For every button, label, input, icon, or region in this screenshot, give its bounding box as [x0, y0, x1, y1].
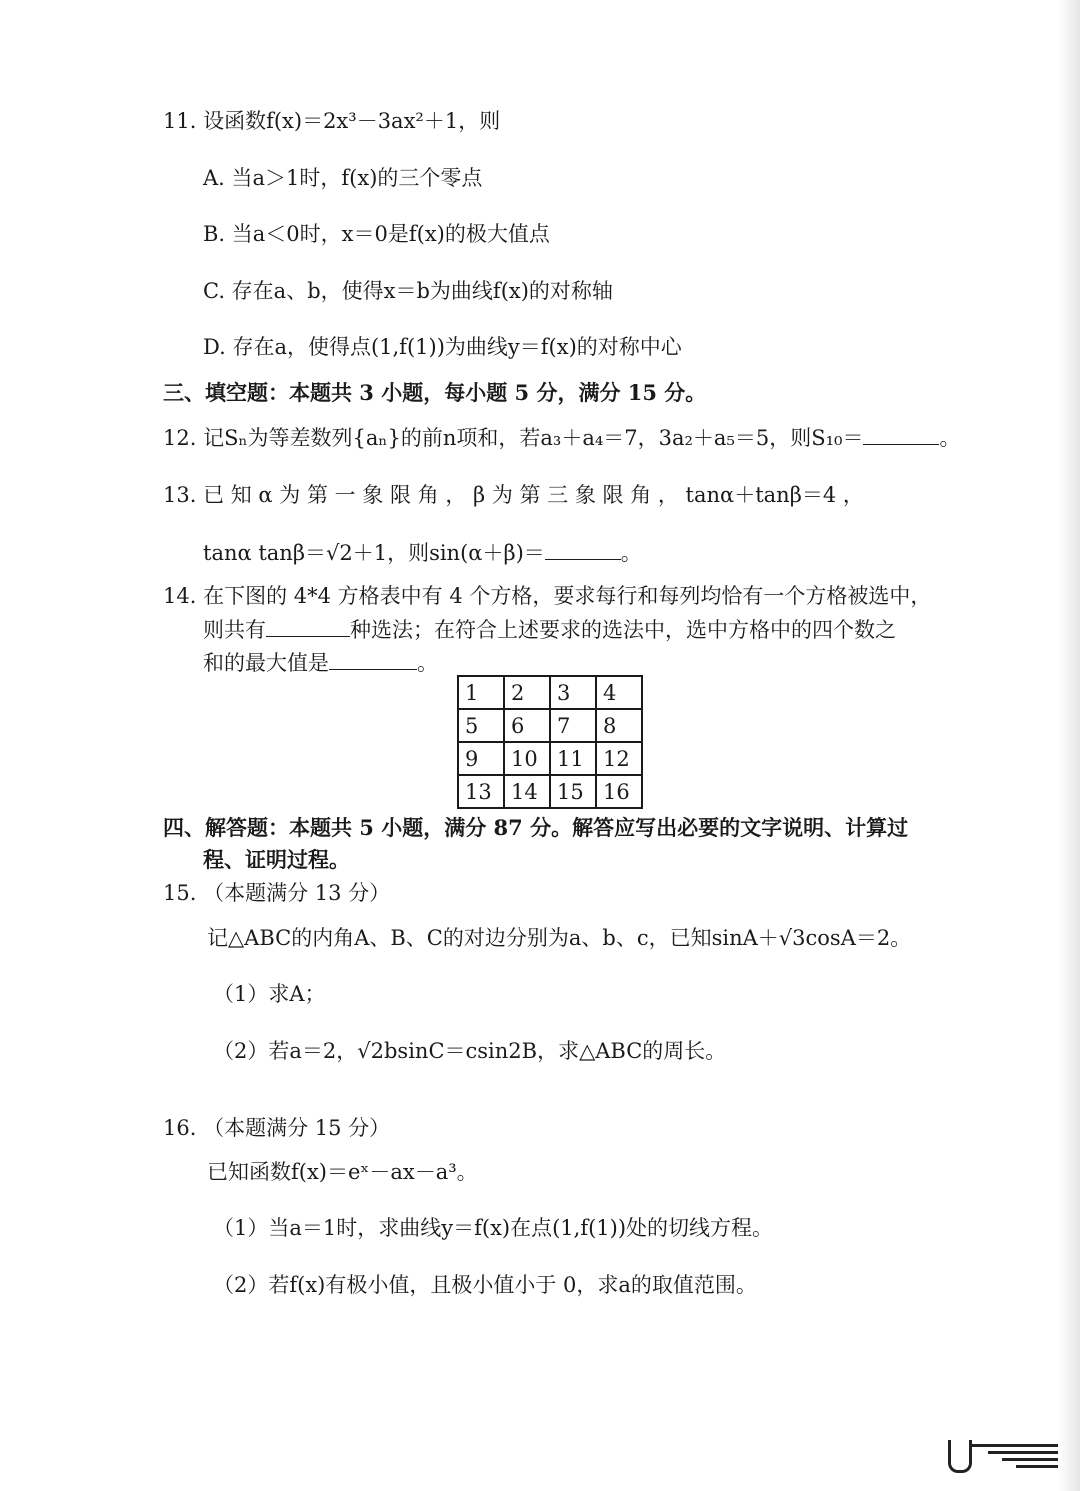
- q13-end: 。: [620, 541, 642, 565]
- q12-line: [163, 422, 960, 453]
- q14-line3-start: 和的最大值是: [203, 651, 329, 675]
- grid-cell: 11: [550, 742, 596, 775]
- grid-row: [458, 775, 642, 808]
- q11-option-d: D. 存在a，使得点(1,f(1))为曲线y＝f(x)的对称中心: [203, 335, 682, 359]
- menu-icon-pill: [948, 1440, 972, 1473]
- menu-icon-bar: [1002, 1458, 1058, 1461]
- q11-option-b: B. 当a＜0时，x＝0是f(x)的极大值点: [203, 222, 550, 246]
- q15-part1: （1）求A；: [213, 982, 326, 1006]
- menu-icon-bar: [1016, 1465, 1058, 1468]
- grid-cell: 15: [550, 775, 596, 808]
- grid-cell: 4: [596, 676, 642, 709]
- q14-line2-end: 种选法；在符合上述要求的选法中，选中方格中的四个数之: [350, 618, 896, 642]
- q11-option-a: A. 当a＞1时，f(x)的三个零点: [203, 166, 483, 190]
- grid-cell: 12: [596, 742, 642, 775]
- section-4-heading-line2: 程、证明过程。: [203, 847, 350, 872]
- q15-stem: 记△ABC的内角A、B、C的对边分别为a、b、c，已知sinA＋√3cosA＝2。: [207, 926, 912, 950]
- grid-cell: 2: [504, 676, 550, 709]
- q14-blank-count: [266, 614, 350, 637]
- q16-heading: 16. （本题满分 15 分）: [163, 1116, 391, 1140]
- page-edge-shadow: [1058, 0, 1080, 1491]
- q13-answer-blank: [545, 537, 621, 560]
- grid-cell: 16: [596, 775, 642, 808]
- menu-icon-bar: [988, 1451, 1058, 1454]
- q16-stem: 已知函数f(x)＝eˣ－ax－a³。: [207, 1160, 478, 1184]
- q14-grid-table: [457, 675, 643, 809]
- q14-line2-start: 则共有: [203, 618, 266, 642]
- q12-end: 。: [939, 426, 961, 450]
- section-4-heading-line1: 四、解答题：本题共 5 小题，满分 87 分。解答应写出必要的文字说明、计算过: [163, 815, 909, 840]
- q14-blank-max: [329, 647, 417, 670]
- q14-line3-end: 。: [417, 651, 438, 675]
- q13-line1: 13. 已 知 α 为 第 一 象 限 角 ， β 为 第 三 象 限 角 ， tanα＋tanβ＝4 ，: [163, 483, 864, 507]
- q11-option-c: C. 存在a、b，使得x＝b为曲线f(x)的对称轴: [203, 279, 613, 303]
- grid-cell: 10: [504, 742, 550, 775]
- grid-cell: 6: [504, 709, 550, 742]
- q11-stem: 11. 设函数f(x)＝2x³－3ax²＋1，则: [163, 109, 501, 133]
- q15-heading: 15. （本题满分 13 分）: [163, 881, 391, 905]
- q14-line2: [203, 614, 896, 645]
- grid-row: [458, 676, 642, 709]
- q14-line1: 14. 在下图的 4*4 方格表中有 4 个方格，要求每行和每列均恰有一个方格被选中，: [163, 584, 932, 608]
- q12-answer-blank: [863, 422, 939, 445]
- grid-row: [458, 742, 642, 775]
- grid-cell: 5: [458, 709, 504, 742]
- grid-cell: 13: [458, 775, 504, 808]
- grid-cell: 9: [458, 742, 504, 775]
- q16-part1: （1）当a＝1时，求曲线y＝f(x)在点(1,f(1))处的切线方程。: [213, 1216, 774, 1240]
- grid-cell: 3: [550, 676, 596, 709]
- grid-cell: 1: [458, 676, 504, 709]
- q14-line3: [203, 647, 438, 678]
- q16-part2: （2）若f(x)有极小值，且极小值小于 0，求a的取值范围。: [213, 1273, 757, 1297]
- grid-cell: 7: [550, 709, 596, 742]
- grid-row: [458, 709, 642, 742]
- menu-icon-bar: [972, 1444, 1058, 1447]
- section-3-heading: 三、填空题：本题共 3 小题，每小题 5 分，满分 15 分。: [163, 380, 707, 405]
- q15-part2: （2）若a＝2，√2bsinC＝csin2B，求△ABC的周长。: [213, 1039, 727, 1063]
- grid-cell: 14: [504, 775, 550, 808]
- menu-icon[interactable]: [948, 1440, 1058, 1476]
- q13-line2: [203, 537, 642, 568]
- grid-cell: 8: [596, 709, 642, 742]
- q12-text: 12. 记Sₙ为等差数列{aₙ}的前n项和，若a₃＋a₄＝7，3a₂＋a₅＝5，则S₁₀＝: [163, 426, 864, 450]
- q13-text: tanα tanβ＝√2＋1，则sin(α＋β)＝: [203, 541, 545, 565]
